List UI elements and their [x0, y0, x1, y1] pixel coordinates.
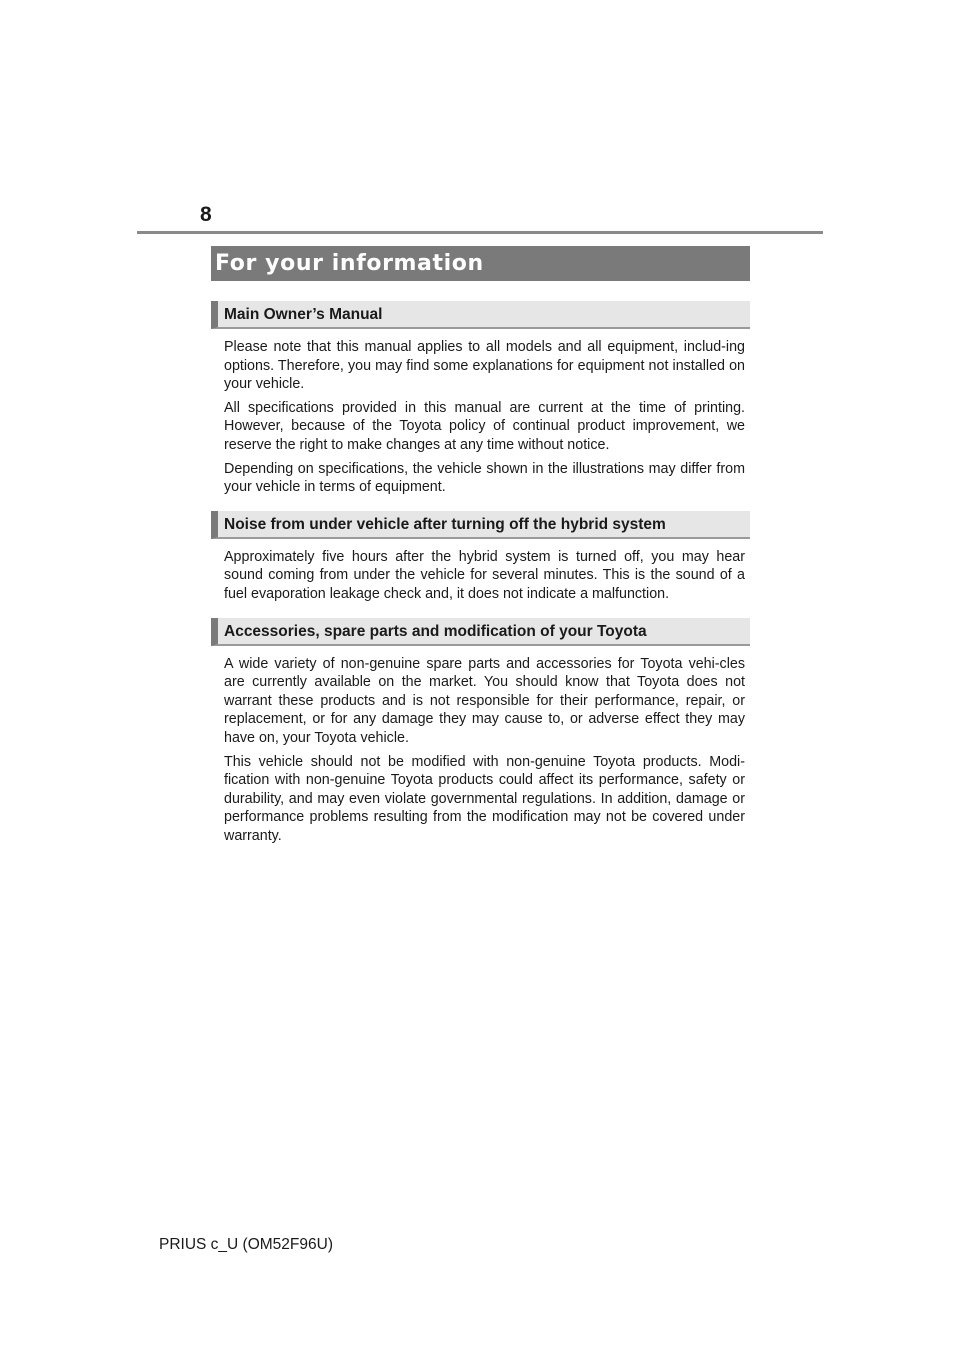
paragraph: Please note that this manual applies to all models and all equipment, includ-ing options. Therefore, you may find some explanations for equipment not installed on your vehicle.: [224, 339, 745, 393]
paragraph: Depending on specifications, the vehicle shown in the illustrations may differ from your vehicle in terms of equipment.: [224, 460, 745, 496]
page-content: [211, 301, 750, 859]
chapter-title-bar: [211, 246, 750, 281]
section-header: [211, 618, 750, 646]
paragraph: A wide variety of non-genuine spare parts and accessories for Toyota vehi-cles are currently available on the market. You should know that Toyota does not warrant these products and is not responsible for their performance, repair, or replacement, or for any damage they may cause to, or adverse effect they may have on, your Toyota vehicle.: [224, 655, 745, 746]
footer-model-code: PRIUS c_U (OM52F96U): [159, 1236, 333, 1253]
section-noise-hybrid-system: [211, 511, 750, 604]
chapter-title: For your information: [215, 251, 484, 276]
section-main-owners-manual: [211, 301, 750, 497]
paragraph: Approximately five hours after the hybrid system is turned off, you may hear sound coming from under the vehicle for several minutes. This is the sound of a fuel evaporation leakage check and, it does not indicate a malfunction.: [224, 548, 745, 602]
paragraph: All specifications provided in this manual are current at the time of printing. However, because of the Toyota policy of continual product improvement, we reserve the right to make changes at any time without notice.: [224, 399, 745, 453]
section-header: [211, 301, 750, 329]
section-header: [211, 511, 750, 539]
header-rule: [137, 231, 823, 234]
section-title: Accessories, spare parts and modification of your Toyota: [224, 622, 647, 640]
paragraph: This vehicle should not be modified with non-genuine Toyota products. Modi-fication with non-genuine Toyota products could affect its performance, safety or durability, and may even violate governmental regulations. In addition, damage or performance problems resulting from the modification may not be covered under warranty.: [224, 753, 745, 844]
section-accessories-modification: [211, 618, 750, 846]
section-title: Noise from under vehicle after turning off the hybrid system: [224, 515, 666, 533]
section-title: Main Owner’s Manual: [224, 306, 383, 323]
page-number: 8: [200, 203, 212, 226]
